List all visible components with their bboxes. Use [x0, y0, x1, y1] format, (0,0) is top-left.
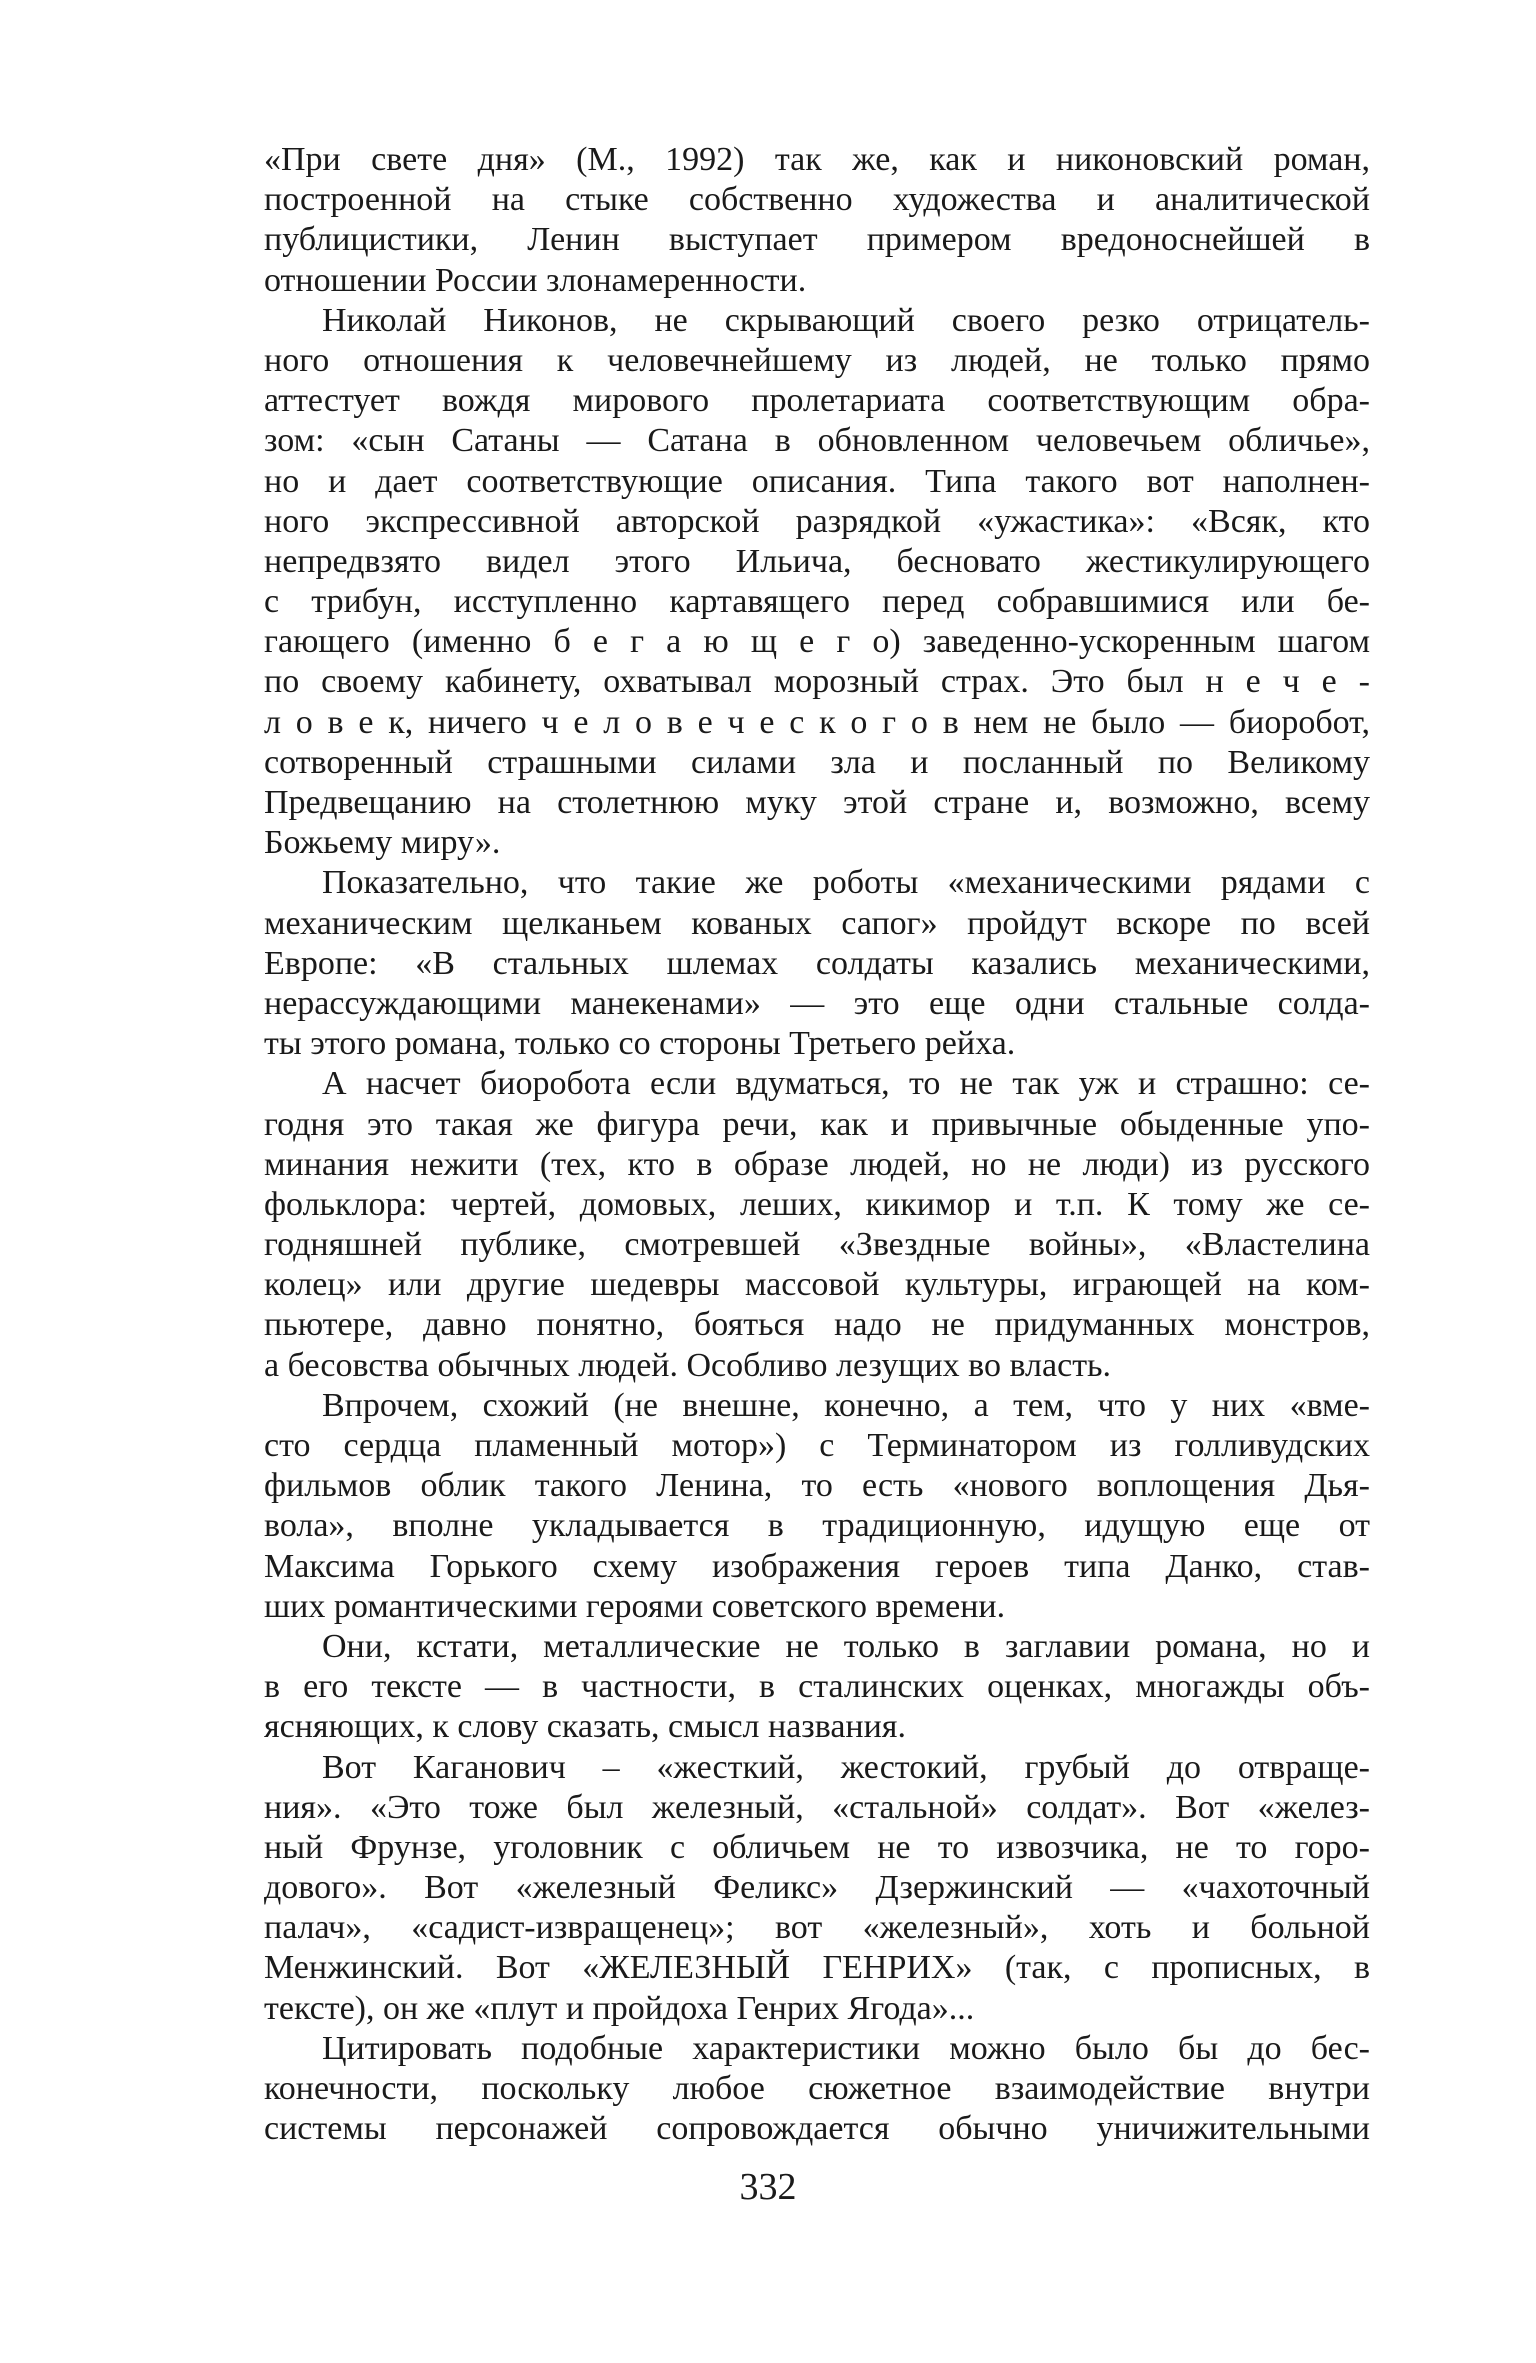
text-line: годня это такая же фигура речи, как и привычные обыденные упо- [264, 1105, 1370, 1143]
text-line: ты этого романа, только со стороны Третьего рейха. [264, 1025, 1016, 1063]
paragraph [264, 1627, 1370, 1748]
text-line: аттестует вождя мирового пролетариата соответствующим обра- [264, 382, 1370, 420]
paragraph [264, 2029, 1370, 2150]
text-line: сто сердца пламенный мотор») с Терминатором из голливудских [264, 1427, 1370, 1464]
text-line: зом: «сын Сатаны — Сатана в обновленном человечьем обличье», [264, 422, 1370, 460]
text-line: конечности, поскольку любое сюжетное взаимодействие внутри [264, 2070, 1370, 2107]
text-line: минания нежити (тех, кто в образе людей, но не люди) из русского [264, 1145, 1370, 1183]
text-line: но и дает соответствующие описания. Типа такого вот наполнен- [264, 462, 1370, 500]
paragraph [264, 863, 1370, 1064]
text-line: сотворенный страшными силами зла и посланный по Великому [264, 743, 1370, 781]
text-line: по своему кабинету, охватывал морозный страх. Это был н е ч е - [264, 663, 1370, 701]
text-line: Максима Горького схему изображения героев типа Данко, став- [264, 1547, 1370, 1585]
paragraph [264, 301, 1370, 864]
text-line: в его тексте — в частности, в сталинских оценках, многажды объ- [264, 1668, 1370, 1706]
text-line: колец» или другие шедевры массовой культуры, играющей на ком- [264, 1266, 1370, 1304]
text-line: палач», «садист-извращенец»; вот «железный», хоть и больной [264, 1909, 1370, 1947]
paragraph [264, 140, 1370, 301]
text-line: с трибун, исступленно картавящего перед собравшимися или бе- [264, 583, 1370, 621]
text-line: системы персонажей сопровождается обычно уничижительными [264, 2110, 1370, 2148]
text-line: А насчет биоробота если вдуматься, то не так уж и страшно: се- [322, 1065, 1370, 1103]
text-line: ного отношения к человечнейшему из людей, не только прямо [264, 341, 1370, 379]
paragraph [264, 1064, 1370, 1386]
text-line: «При свете дня» (М., 1992) так же, как и никоновский роман, [264, 141, 1370, 178]
text-line: Показательно, что такие же роботы «механическими рядами с [322, 864, 1370, 902]
text-line: ших романтическими героями советского времени. [264, 1587, 1006, 1625]
text-line: ный Фрунзе, уголовник с обличьем не то извозчика, не то горо- [264, 1828, 1370, 1866]
text-line: Николай Никонов, не скрывающий своего резко отрицатель- [322, 301, 1370, 339]
body-text [264, 140, 1370, 2149]
text-line: механическим щелканьем кованых сапог» пройдут вскоре по всей [264, 904, 1370, 942]
text-line: Предвещанию на столетнюю муку этой стране и, возможно, всему [264, 784, 1370, 821]
page-number: 332 [739, 2166, 797, 2208]
text-line: Божьему миру». [264, 824, 501, 862]
text-line: гающего (именно б е г а ю щ е г о) заведенно-ускоренным шагом [264, 623, 1370, 661]
text-line: годняшней публике, смотревшей «Звездные войны», «Властелина [264, 1226, 1370, 1264]
text-line: ния». «Это тоже был железный, «стальной» солдат». Вот «желез- [264, 1788, 1370, 1826]
text-line: тексте), он же «плут и пройдоха Генрих Ягода»... [264, 1989, 975, 2027]
text-line: отношении России злонамеренности. [264, 261, 807, 299]
text-line: пьютере, давно понятно, бояться надо не придуманных монстров, [264, 1306, 1370, 1344]
text-line: публицистики, Ленин выступает примером вредоноснейшей в [264, 221, 1370, 259]
paragraph [264, 1748, 1370, 2029]
text-line: вола», вполне укладывается в традиционную, идущую еще от [264, 1507, 1370, 1545]
text-line: Менжинский. Вот «ЖЕЛЕЗНЫЙ ГЕНРИХ» (так, с прописных, в [264, 1949, 1370, 1987]
text-line: фильмов облик такого Ленина, то есть «нового воплощения Дья- [264, 1467, 1370, 1505]
text-line: Вот Каганович – «жесткий, жестокий, грубый до отвраще- [322, 1748, 1370, 1786]
text-line: ного экспрессивной авторской разрядкой «ужастика»: «Всяк, кто [264, 502, 1370, 540]
text-line: нерассуждающими манекенами» — это еще одни стальные солда- [264, 984, 1370, 1022]
text-line: ясняющих, к слову сказать, смысл названия. [264, 1708, 906, 1746]
text-line: а бесовства обычных людей. Особливо лезущих во власть. [264, 1346, 1112, 1384]
text-line: л о в е к, ничего ч е л о в е ч е с к о г о в нем не было — биоробот, [264, 703, 1370, 741]
text-line: Европе: «В стальных шлемах солдаты казались механическими, [264, 944, 1370, 982]
text-line: фольклора: чертей, домовых, леших, кикимор и т.п. К тому же се- [264, 1185, 1370, 1223]
text-line: Впрочем, схожий (не внешне, конечно, а тем, что у них «вме- [322, 1386, 1370, 1424]
text-line: Они, кстати, металлические не только в заглавии романа, но и [322, 1627, 1370, 1665]
text-line: непредвзято видел этого Ильича, бесновато жестикулирующего [264, 542, 1370, 580]
text-line: построенной на стыке собственно художества и аналитической [264, 181, 1370, 219]
paragraph [264, 1386, 1370, 1627]
text-line: Цитировать подобные характеристики можно было бы до бес- [322, 2029, 1370, 2067]
text-line: дового». Вот «железный Феликс» Дзержинский — «чахоточный [264, 1869, 1370, 1907]
